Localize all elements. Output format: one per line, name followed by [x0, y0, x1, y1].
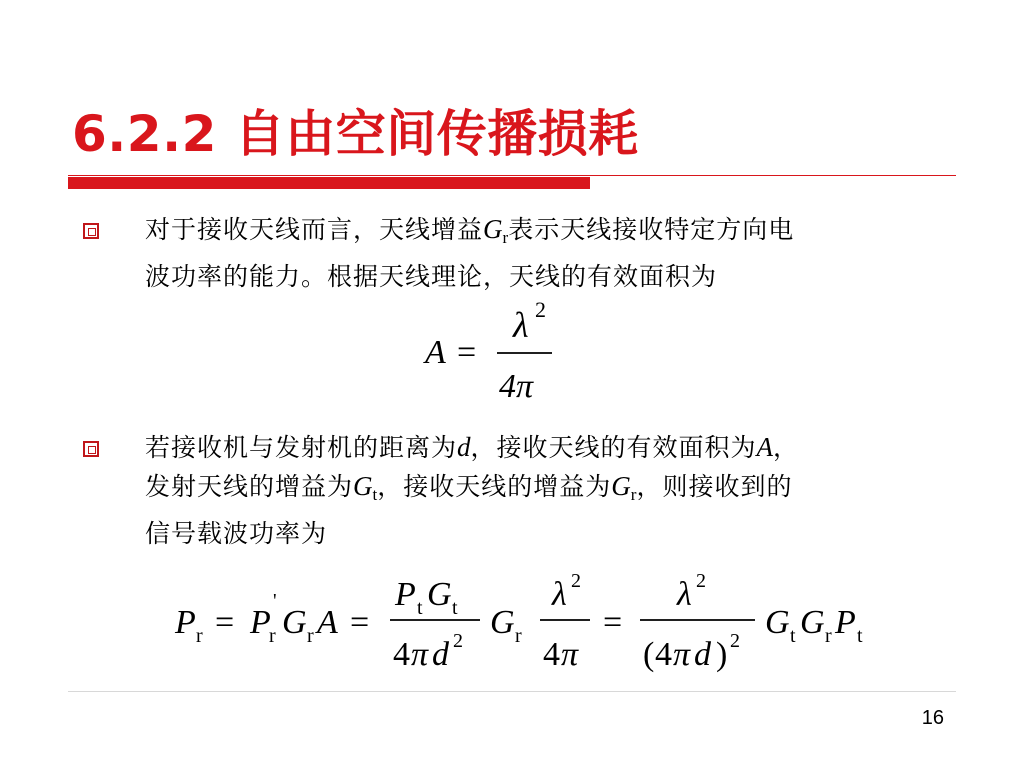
slide-title: 6.2.2 自由空间传播损耗	[72, 105, 639, 163]
f2-four: 4	[543, 636, 560, 673]
formula-effective-area	[415, 295, 565, 415]
f2-four: 4	[655, 636, 672, 673]
f2-pi: π	[673, 636, 691, 673]
formula1-numerator: λ	[513, 305, 529, 345]
bullet2-text	[145, 428, 945, 553]
f2-sub-r: r	[196, 625, 203, 647]
bullet2-part4: 发射天线的增益为	[145, 472, 354, 501]
bullet-square-icon	[83, 441, 99, 457]
formula1-denominator: 4π	[499, 368, 534, 405]
f2-d: d	[694, 636, 711, 673]
bullet1-part2: 表示天线接收特定方向电	[508, 215, 795, 244]
f2-sub-r: r	[269, 625, 276, 647]
bullet-square-icon	[83, 223, 99, 239]
title-accent-bar	[68, 177, 590, 189]
f2-equals: =	[603, 604, 623, 641]
f2-pi: π	[411, 636, 429, 673]
gr-symbol: G	[611, 471, 631, 501]
f2-sub-r: r	[825, 625, 832, 647]
f2-G: G	[800, 604, 825, 641]
f2-lambda: λ	[677, 576, 692, 613]
title-underline	[68, 175, 956, 176]
f2-P: P	[250, 604, 271, 641]
bullet2-part5: ，接收天线的增益为	[377, 472, 612, 501]
f2-equals: =	[215, 604, 235, 641]
f2-G: G	[427, 576, 452, 613]
f2-pi: π	[561, 636, 579, 673]
d-symbol: d	[457, 432, 471, 462]
f2-rparen: )	[716, 636, 728, 673]
f2-exp-2: 2	[571, 570, 581, 592]
f2-four: 4	[393, 636, 410, 673]
formula1-equals: =	[457, 334, 477, 371]
f2-P: P	[395, 576, 416, 613]
bullet1-text	[145, 210, 945, 296]
f2-equals: =	[350, 604, 370, 641]
f2-G: G	[765, 604, 790, 641]
f2-sub-t: t	[452, 597, 458, 619]
formula-received-power	[165, 565, 885, 685]
f2-G: G	[282, 604, 307, 641]
f2-sub-r: r	[307, 625, 314, 647]
page-number: 16	[921, 707, 944, 729]
f2-G: G	[490, 604, 515, 641]
f2-exp-2: 2	[730, 630, 740, 652]
gt-subscript: t	[372, 485, 378, 504]
f2-sub-t: t	[790, 625, 796, 647]
formula1-lhs: A	[425, 334, 446, 371]
f2-exp-2: 2	[696, 570, 706, 592]
bullet2-line3: 信号载波功率为	[145, 519, 328, 548]
bullet2-part6: ，则接收到的	[636, 472, 793, 501]
bullet2-part1: 若接收机与发射机的距离为	[145, 433, 458, 462]
bullet2-part2: ，接收天线的有效面积为	[470, 433, 757, 462]
gr-subscript: r	[502, 228, 509, 247]
f2-P: P	[175, 604, 196, 641]
bullet2-part3: ，	[773, 433, 800, 462]
gr-subscript: r	[630, 485, 637, 504]
f2-sub-t: t	[857, 625, 863, 647]
f2-A: A	[317, 604, 338, 641]
formula1-numerator-exponent: 2	[535, 297, 546, 322]
bullet1-line2: 波功率的能力。根据天线理论，天线的有效面积为	[145, 262, 718, 291]
f2-d: d	[432, 636, 449, 673]
f2-lambda: λ	[552, 576, 567, 613]
gr-symbol: G	[483, 214, 503, 244]
bullet1-part1: 对于接收天线而言，天线增益	[145, 215, 484, 244]
f2-P: P	[835, 604, 856, 641]
f2-lparen: (	[643, 636, 655, 673]
f2-sub-t: t	[417, 597, 423, 619]
f2-sub-r: r	[515, 625, 522, 647]
footer-divider	[68, 691, 956, 692]
f2-exp-2: 2	[453, 630, 463, 652]
f2-prime: '	[273, 590, 277, 612]
a-symbol: A	[756, 432, 774, 462]
gt-symbol: G	[353, 471, 373, 501]
